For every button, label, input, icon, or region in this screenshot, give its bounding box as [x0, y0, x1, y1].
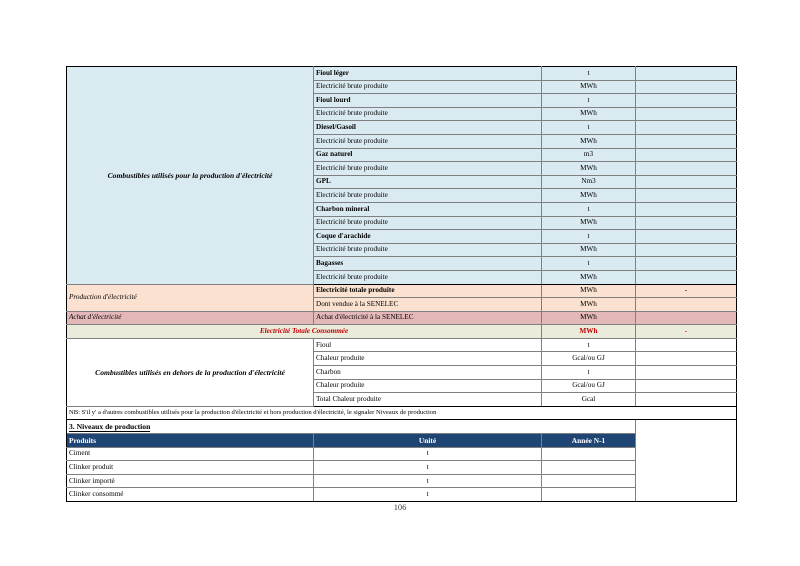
- fuel-item-label: Electricité brute produite: [314, 134, 542, 148]
- col-header-produits: Produits: [67, 434, 314, 448]
- table-row: [67, 325, 737, 339]
- non-electric-item-label: Chaleur produite: [314, 352, 542, 366]
- fuel-item-unit: t: [542, 202, 636, 216]
- header-row-spacer: [636, 434, 737, 448]
- non-electric-section-category-label: Combustibles utilisés en dehors de la production d'électricité: [67, 338, 314, 406]
- fuel-item-unit: t: [542, 121, 636, 135]
- fuel-item-label: Gaz naturel: [314, 148, 542, 162]
- fuel-item-label: Charbon mineral: [314, 202, 542, 216]
- production-item-label: Dont vendue à la SENELEC: [314, 298, 542, 312]
- table-body: [67, 67, 737, 502]
- fuel-item-value[interactable]: [636, 270, 737, 284]
- purchase-item-label: Achat d'électricité à la SENELEC: [314, 311, 542, 325]
- product-unit: t: [314, 461, 542, 475]
- product-name: Clinker consommé: [67, 488, 314, 502]
- fuel-item-value[interactable]: [636, 162, 737, 176]
- fuel-item-value[interactable]: [636, 94, 737, 108]
- product-name: Ciment: [67, 447, 314, 461]
- total-consumed-label: Electricité Totale Consommée: [67, 325, 542, 339]
- non-electric-item-value[interactable]: [636, 352, 737, 366]
- fuel-item-value[interactable]: [636, 175, 737, 189]
- product-unit: t: [314, 447, 542, 461]
- note-text: NB: S'il y' a d'autres combustibles utilisés pour la production d'électricité et hors production d'électricité, le signaler Niveaux de production: [67, 406, 737, 420]
- row-spacer: [636, 474, 737, 488]
- fuel-item-label: Electricité brute produite: [314, 270, 542, 284]
- section-heading-spacer: [636, 420, 737, 434]
- fuel-item-label: Electricité brute produite: [314, 243, 542, 257]
- purchase-item-value[interactable]: [636, 311, 737, 325]
- fuel-item-value[interactable]: [636, 202, 737, 216]
- production-item-value[interactable]: -: [636, 284, 737, 298]
- fuel-item-unit: m3: [542, 148, 636, 162]
- production-item-label: Electricité totale produite: [314, 284, 542, 298]
- product-value[interactable]: [542, 488, 636, 502]
- non-electric-item-label: Charbon: [314, 366, 542, 380]
- col-header-annee-n1: Année N-1: [542, 434, 636, 448]
- fuel-item-unit: t: [542, 257, 636, 271]
- fuel-item-value[interactable]: [636, 67, 737, 81]
- production-item-unit: MWh: [542, 284, 636, 298]
- table-row: [67, 447, 737, 461]
- non-electric-item-unit: Gcal: [542, 393, 636, 407]
- non-electric-item-unit: Gcal/ou GJ: [542, 352, 636, 366]
- purchase-item-unit: MWh: [542, 311, 636, 325]
- non-electric-item-label: Fioul: [314, 338, 542, 352]
- table-row: [67, 488, 737, 502]
- table-row: [67, 461, 737, 475]
- fuel-section-category-label: Combustibles utilisés pour la production d'électricité: [67, 67, 314, 285]
- total-consumed-unit: MWh: [542, 325, 636, 339]
- fuel-item-unit: MWh: [542, 216, 636, 230]
- fuel-item-unit: t: [542, 230, 636, 244]
- product-name: Clinker importé: [67, 474, 314, 488]
- col-header-unite: Unité: [314, 434, 542, 448]
- fuel-item-value[interactable]: [636, 230, 737, 244]
- non-electric-item-label: Chaleur produite: [314, 379, 542, 393]
- fuel-item-label: Fioul lourd: [314, 94, 542, 108]
- total-consumed-value[interactable]: -: [636, 325, 737, 339]
- energy-data-table: [66, 66, 737, 502]
- fuel-item-value[interactable]: [636, 121, 737, 135]
- fuel-item-value[interactable]: [636, 134, 737, 148]
- fuel-item-label: Electricité brute produite: [314, 107, 542, 121]
- production-item-unit: MWh: [542, 298, 636, 312]
- fuel-item-unit: MWh: [542, 243, 636, 257]
- table-row: [67, 67, 737, 81]
- table-row: [67, 420, 737, 434]
- product-unit: t: [314, 474, 542, 488]
- fuel-item-label: Electricité brute produite: [314, 216, 542, 230]
- fuel-item-value[interactable]: [636, 107, 737, 121]
- non-electric-item-value[interactable]: [636, 338, 737, 352]
- fuel-item-value[interactable]: [636, 257, 737, 271]
- section-heading-niveaux-de-production: [67, 420, 636, 434]
- row-spacer: [636, 461, 737, 475]
- fuel-item-value[interactable]: [636, 216, 737, 230]
- fuel-item-label: GPL: [314, 175, 542, 189]
- table-row: [67, 406, 737, 420]
- product-name: Clinker produit: [67, 461, 314, 475]
- table-row-header: [67, 434, 737, 448]
- fuel-item-unit: MWh: [542, 80, 636, 94]
- non-electric-item-unit: Gcal/ou GJ: [542, 379, 636, 393]
- fuel-item-label: Coque d'arachide: [314, 230, 542, 244]
- non-electric-item-unit: t: [542, 338, 636, 352]
- table-row: [67, 284, 737, 298]
- fuel-item-value[interactable]: [636, 243, 737, 257]
- fuel-item-unit: MWh: [542, 162, 636, 176]
- product-value[interactable]: [542, 447, 636, 461]
- production-item-value[interactable]: [636, 298, 737, 312]
- row-spacer: [636, 488, 737, 502]
- fuel-item-label: Fioul léger: [314, 67, 542, 81]
- fuel-item-unit: MWh: [542, 134, 636, 148]
- production-section-category-label: Production d'électricité: [67, 284, 314, 311]
- row-spacer: [636, 447, 737, 461]
- fuel-item-label: Bagasses: [314, 257, 542, 271]
- fuel-item-value[interactable]: [636, 80, 737, 94]
- fuel-item-label: Diesel/Gasoil: [314, 121, 542, 135]
- fuel-item-unit: MWh: [542, 189, 636, 203]
- fuel-item-value[interactable]: [636, 148, 737, 162]
- non-electric-item-unit: t: [542, 366, 636, 380]
- fuel-item-label: Electricité brute produite: [314, 80, 542, 94]
- table-row: [67, 311, 737, 325]
- table-row: [67, 338, 737, 352]
- non-electric-item-value[interactable]: [636, 393, 737, 407]
- fuel-item-unit: t: [542, 94, 636, 108]
- fuel-item-unit: t: [542, 67, 636, 81]
- non-electric-item-value[interactable]: [636, 379, 737, 393]
- fuel-item-label: Electricité brute produite: [314, 162, 542, 176]
- purchase-section-category-label: Achat d'électricité: [67, 311, 314, 325]
- section-heading-text: 3. Niveaux de production: [69, 421, 151, 431]
- product-value[interactable]: [542, 474, 636, 488]
- table-row: [67, 474, 737, 488]
- fuel-item-label: Electricité brute produite: [314, 189, 542, 203]
- non-electric-item-value[interactable]: [636, 366, 737, 380]
- fuel-item-unit: MWh: [542, 270, 636, 284]
- fuel-item-value[interactable]: [636, 189, 737, 203]
- product-value[interactable]: [542, 461, 636, 475]
- page-number: 106: [393, 503, 407, 512]
- product-unit: t: [314, 488, 542, 502]
- fuel-item-unit: Nm3: [542, 175, 636, 189]
- non-electric-item-label: Total Chaleur produite: [314, 393, 542, 407]
- fuel-item-unit: MWh: [542, 107, 636, 121]
